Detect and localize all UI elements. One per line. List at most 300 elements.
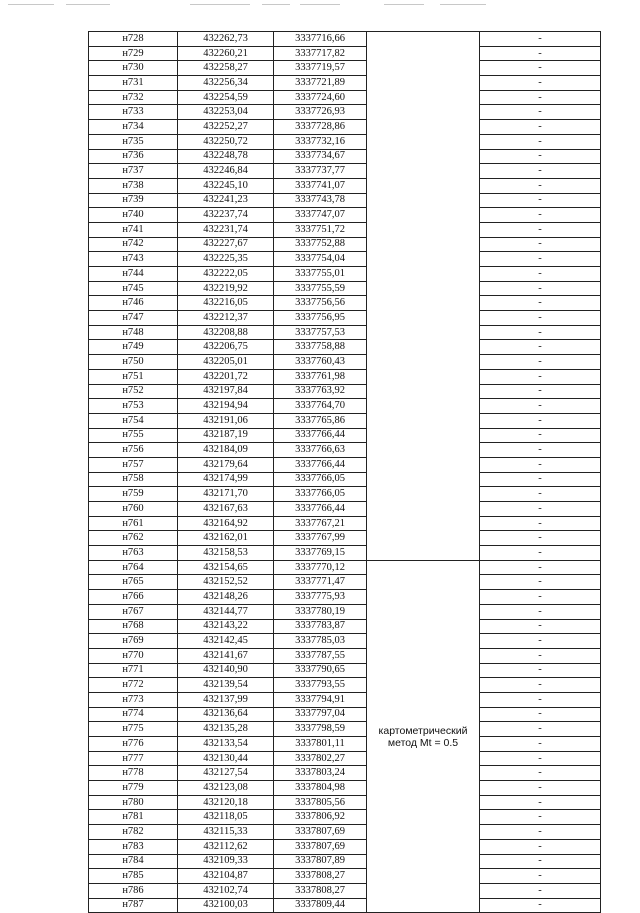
y-coordinate-cell: 3337743,78 <box>274 193 367 208</box>
y-coordinate-cell: 3337761,98 <box>274 369 367 384</box>
note-cell: - <box>480 32 601 47</box>
note-cell: - <box>480 296 601 311</box>
y-coordinate-cell: 3337769,15 <box>274 546 367 561</box>
y-coordinate-cell: 3337790,65 <box>274 663 367 678</box>
table-row <box>89 208 601 223</box>
y-coordinate-cell: 3337802,27 <box>274 751 367 766</box>
note-cell: - <box>480 604 601 619</box>
point-name-cell: н749 <box>89 340 178 355</box>
note-cell: - <box>480 61 601 76</box>
table-row <box>89 399 601 414</box>
note-cell: - <box>480 90 601 105</box>
note-cell: - <box>480 443 601 458</box>
y-coordinate-cell: 3337798,59 <box>274 722 367 737</box>
x-coordinate-cell: 432102,74 <box>178 883 274 898</box>
x-coordinate-cell: 432136,64 <box>178 707 274 722</box>
table-row <box>89 90 601 105</box>
point-name-cell: н780 <box>89 795 178 810</box>
note-cell: - <box>480 134 601 149</box>
x-coordinate-cell: 432250,72 <box>178 134 274 149</box>
point-name-cell: н785 <box>89 869 178 884</box>
table-row <box>89 692 601 707</box>
x-coordinate-cell: 432262,73 <box>178 32 274 47</box>
y-coordinate-cell: 3337765,86 <box>274 413 367 428</box>
y-coordinate-cell: 3337741,07 <box>274 178 367 193</box>
y-coordinate-cell: 3337747,07 <box>274 208 367 223</box>
point-name-cell: н732 <box>89 90 178 105</box>
note-cell: - <box>480 76 601 91</box>
point-name-cell: н752 <box>89 384 178 399</box>
table-row <box>89 457 601 472</box>
point-name-cell: н745 <box>89 281 178 296</box>
table-row <box>89 869 601 884</box>
x-coordinate-cell: 432137,99 <box>178 692 274 707</box>
note-cell: - <box>480 178 601 193</box>
y-coordinate-cell: 3337766,05 <box>274 472 367 487</box>
x-coordinate-cell: 432143,22 <box>178 619 274 634</box>
y-coordinate-cell: 3337794,91 <box>274 692 367 707</box>
y-coordinate-cell: 3337807,89 <box>274 854 367 869</box>
y-coordinate-cell: 3337755,59 <box>274 281 367 296</box>
table-row <box>89 428 601 443</box>
point-name-cell: н753 <box>89 399 178 414</box>
y-coordinate-cell: 3337767,99 <box>274 531 367 546</box>
table-row <box>89 531 601 546</box>
y-coordinate-cell: 3337775,93 <box>274 590 367 605</box>
y-coordinate-cell: 3337734,67 <box>274 149 367 164</box>
y-coordinate-cell: 3337728,86 <box>274 120 367 135</box>
note-cell: - <box>480 648 601 663</box>
y-coordinate-cell: 3337804,98 <box>274 781 367 796</box>
y-coordinate-cell: 3337808,27 <box>274 869 367 884</box>
y-coordinate-cell: 3337785,03 <box>274 634 367 649</box>
table-row <box>89 854 601 869</box>
table-row <box>89 355 601 370</box>
note-cell: - <box>480 149 601 164</box>
point-name-cell: н761 <box>89 516 178 531</box>
note-cell: - <box>480 766 601 781</box>
x-coordinate-cell: 432144,77 <box>178 604 274 619</box>
note-cell: - <box>480 355 601 370</box>
y-coordinate-cell: 3337724,60 <box>274 90 367 105</box>
point-name-cell: н773 <box>89 692 178 707</box>
point-name-cell: н734 <box>89 120 178 135</box>
x-coordinate-cell: 432260,21 <box>178 46 274 61</box>
table-row <box>89 516 601 531</box>
note-cell: - <box>480 457 601 472</box>
table-row <box>89 443 601 458</box>
y-coordinate-cell: 3337803,24 <box>274 766 367 781</box>
table-row <box>89 883 601 898</box>
note-cell: - <box>480 751 601 766</box>
x-coordinate-cell: 432227,67 <box>178 237 274 252</box>
x-coordinate-cell: 432194,94 <box>178 399 274 414</box>
y-coordinate-cell: 3337805,56 <box>274 795 367 810</box>
y-coordinate-cell: 3337783,87 <box>274 619 367 634</box>
x-coordinate-cell: 432216,05 <box>178 296 274 311</box>
table-row <box>89 604 601 619</box>
table-row <box>89 781 601 796</box>
table-row <box>89 252 601 267</box>
x-coordinate-cell: 432174,99 <box>178 472 274 487</box>
x-coordinate-cell: 432154,65 <box>178 560 274 575</box>
y-coordinate-cell: 3337751,72 <box>274 222 367 237</box>
table-row <box>89 663 601 678</box>
table-row <box>89 76 601 91</box>
table-row <box>89 340 601 355</box>
table-row <box>89 590 601 605</box>
table-row <box>89 560 601 575</box>
table-row <box>89 281 601 296</box>
note-cell: - <box>480 722 601 737</box>
x-coordinate-cell: 432104,87 <box>178 869 274 884</box>
table-row <box>89 810 601 825</box>
note-cell: - <box>480 399 601 414</box>
x-coordinate-cell: 432135,28 <box>178 722 274 737</box>
note-cell: - <box>480 663 601 678</box>
x-coordinate-cell: 432158,53 <box>178 546 274 561</box>
y-coordinate-cell: 3337766,63 <box>274 443 367 458</box>
y-coordinate-cell: 3337716,66 <box>274 32 367 47</box>
y-coordinate-cell: 3337793,55 <box>274 678 367 693</box>
y-coordinate-cell: 3337757,53 <box>274 325 367 340</box>
y-coordinate-cell: 3337732,16 <box>274 134 367 149</box>
table-row <box>89 193 601 208</box>
note-cell: - <box>480 120 601 135</box>
point-name-cell: н747 <box>89 311 178 326</box>
note-cell: - <box>480 472 601 487</box>
y-coordinate-cell: 3337752,88 <box>274 237 367 252</box>
y-coordinate-cell: 3337763,92 <box>274 384 367 399</box>
note-cell: - <box>480 692 601 707</box>
x-coordinate-cell: 432252,27 <box>178 120 274 135</box>
y-coordinate-cell: 3337726,93 <box>274 105 367 120</box>
point-name-cell: н748 <box>89 325 178 340</box>
x-coordinate-cell: 432127,54 <box>178 766 274 781</box>
table-row <box>89 751 601 766</box>
table-row <box>89 32 601 47</box>
x-coordinate-cell: 432237,74 <box>178 208 274 223</box>
note-cell: - <box>480 46 601 61</box>
x-coordinate-cell: 432133,54 <box>178 737 274 752</box>
y-coordinate-cell: 3337797,04 <box>274 707 367 722</box>
point-name-cell: н733 <box>89 105 178 120</box>
point-name-cell: н742 <box>89 237 178 252</box>
table-row <box>89 164 601 179</box>
x-coordinate-cell: 432167,63 <box>178 502 274 517</box>
note-cell: - <box>480 193 601 208</box>
y-coordinate-cell: 3337801,11 <box>274 737 367 752</box>
point-name-cell: н741 <box>89 222 178 237</box>
table-row <box>89 502 601 517</box>
note-cell: - <box>480 825 601 840</box>
table-row <box>89 105 601 120</box>
x-coordinate-cell: 432212,37 <box>178 311 274 326</box>
y-coordinate-cell: 3337766,44 <box>274 457 367 472</box>
y-coordinate-cell: 3337717,82 <box>274 46 367 61</box>
point-name-cell: н751 <box>89 369 178 384</box>
table-row <box>89 325 601 340</box>
point-name-cell: н754 <box>89 413 178 428</box>
point-name-cell: н770 <box>89 648 178 663</box>
note-cell: - <box>480 164 601 179</box>
x-coordinate-cell: 432115,33 <box>178 825 274 840</box>
point-name-cell: н759 <box>89 487 178 502</box>
note-cell: - <box>480 707 601 722</box>
point-name-cell: н765 <box>89 575 178 590</box>
table-row <box>89 766 601 781</box>
point-name-cell: н756 <box>89 443 178 458</box>
x-coordinate-cell: 432141,67 <box>178 648 274 663</box>
x-coordinate-cell: 432246,84 <box>178 164 274 179</box>
note-cell: - <box>480 281 601 296</box>
table-row <box>89 369 601 384</box>
method-line-2: метод Mt = 0.5 <box>387 736 459 749</box>
note-cell: - <box>480 619 601 634</box>
x-coordinate-cell: 432100,03 <box>178 898 274 913</box>
y-coordinate-cell: 3337737,77 <box>274 164 367 179</box>
table-row <box>89 413 601 428</box>
point-name-cell: н740 <box>89 208 178 223</box>
point-name-cell: н737 <box>89 164 178 179</box>
y-coordinate-cell: 3337770,12 <box>274 560 367 575</box>
y-coordinate-cell: 3337766,44 <box>274 428 367 443</box>
note-cell: - <box>480 208 601 223</box>
method-cell <box>367 32 480 561</box>
point-name-cell: н787 <box>89 898 178 913</box>
table-row <box>89 707 601 722</box>
note-cell: - <box>480 546 601 561</box>
note-cell: - <box>480 428 601 443</box>
x-coordinate-cell: 432254,59 <box>178 90 274 105</box>
note-cell: - <box>480 737 601 752</box>
note-cell: - <box>480 413 601 428</box>
point-name-cell: н736 <box>89 149 178 164</box>
page-top-edge <box>0 0 640 10</box>
note-cell: - <box>480 869 601 884</box>
y-coordinate-cell: 3337808,27 <box>274 883 367 898</box>
coordinates-table-body <box>89 32 601 913</box>
note-cell: - <box>480 105 601 120</box>
table-row <box>89 149 601 164</box>
x-coordinate-cell: 432120,18 <box>178 795 274 810</box>
x-coordinate-cell: 432241,23 <box>178 193 274 208</box>
table-row <box>89 737 601 752</box>
x-coordinate-cell: 432225,35 <box>178 252 274 267</box>
y-coordinate-cell: 3337754,04 <box>274 252 367 267</box>
point-name-cell: н743 <box>89 252 178 267</box>
note-cell: - <box>480 237 601 252</box>
point-name-cell: н768 <box>89 619 178 634</box>
x-coordinate-cell: 432187,19 <box>178 428 274 443</box>
note-cell: - <box>480 839 601 854</box>
point-name-cell: н771 <box>89 663 178 678</box>
note-cell: - <box>480 781 601 796</box>
method-cell <box>367 560 480 913</box>
point-name-cell: н776 <box>89 737 178 752</box>
y-coordinate-cell: 3337721,89 <box>274 76 367 91</box>
x-coordinate-cell: 432184,09 <box>178 443 274 458</box>
x-coordinate-cell: 432148,26 <box>178 590 274 605</box>
x-coordinate-cell: 432112,62 <box>178 839 274 854</box>
y-coordinate-cell: 3337780,19 <box>274 604 367 619</box>
point-name-cell: н755 <box>89 428 178 443</box>
method-line-1: картометрический <box>378 724 468 737</box>
table-row <box>89 634 601 649</box>
x-coordinate-cell: 432219,92 <box>178 281 274 296</box>
x-coordinate-cell: 432258,27 <box>178 61 274 76</box>
point-name-cell: н778 <box>89 766 178 781</box>
note-cell: - <box>480 369 601 384</box>
note-cell: - <box>480 267 601 282</box>
point-name-cell: н781 <box>89 810 178 825</box>
y-coordinate-cell: 3337758,88 <box>274 340 367 355</box>
x-coordinate-cell: 432206,75 <box>178 340 274 355</box>
note-cell: - <box>480 311 601 326</box>
table-row <box>89 222 601 237</box>
point-name-cell: н764 <box>89 560 178 575</box>
y-coordinate-cell: 3337764,70 <box>274 399 367 414</box>
table-row <box>89 237 601 252</box>
x-coordinate-cell: 432208,88 <box>178 325 274 340</box>
point-name-cell: н784 <box>89 854 178 869</box>
x-coordinate-cell: 432197,84 <box>178 384 274 399</box>
y-coordinate-cell: 3337760,43 <box>274 355 367 370</box>
table-row <box>89 134 601 149</box>
x-coordinate-cell: 432171,70 <box>178 487 274 502</box>
x-coordinate-cell: 432164,92 <box>178 516 274 531</box>
point-name-cell: н774 <box>89 707 178 722</box>
note-cell: - <box>480 854 601 869</box>
table-row <box>89 46 601 61</box>
note-cell: - <box>480 678 601 693</box>
point-name-cell: н783 <box>89 839 178 854</box>
note-cell: - <box>480 487 601 502</box>
note-cell: - <box>480 634 601 649</box>
point-name-cell: н762 <box>89 531 178 546</box>
x-coordinate-cell: 432253,04 <box>178 105 274 120</box>
table-row <box>89 795 601 810</box>
table-row <box>89 825 601 840</box>
y-coordinate-cell: 3337771,47 <box>274 575 367 590</box>
x-coordinate-cell: 432162,01 <box>178 531 274 546</box>
point-name-cell: н744 <box>89 267 178 282</box>
y-coordinate-cell: 3337787,55 <box>274 648 367 663</box>
note-cell: - <box>480 883 601 898</box>
table-row <box>89 546 601 561</box>
point-name-cell: н750 <box>89 355 178 370</box>
y-coordinate-cell: 3337806,92 <box>274 810 367 825</box>
y-coordinate-cell: 3337756,95 <box>274 311 367 326</box>
point-name-cell: н735 <box>89 134 178 149</box>
point-name-cell: н782 <box>89 825 178 840</box>
note-cell: - <box>480 575 601 590</box>
x-coordinate-cell: 432222,05 <box>178 267 274 282</box>
x-coordinate-cell: 432123,08 <box>178 781 274 796</box>
point-name-cell: н746 <box>89 296 178 311</box>
x-coordinate-cell: 432248,78 <box>178 149 274 164</box>
point-name-cell: н757 <box>89 457 178 472</box>
point-name-cell: н769 <box>89 634 178 649</box>
x-coordinate-cell: 432179,64 <box>178 457 274 472</box>
point-name-cell: н730 <box>89 61 178 76</box>
x-coordinate-cell: 432205,01 <box>178 355 274 370</box>
y-coordinate-cell: 3337719,57 <box>274 61 367 76</box>
x-coordinate-cell: 432130,44 <box>178 751 274 766</box>
note-cell: - <box>480 795 601 810</box>
note-cell: - <box>480 384 601 399</box>
x-coordinate-cell: 432256,34 <box>178 76 274 91</box>
note-cell: - <box>480 502 601 517</box>
point-name-cell: н728 <box>89 32 178 47</box>
point-name-cell: н731 <box>89 76 178 91</box>
x-coordinate-cell: 432191,06 <box>178 413 274 428</box>
table-row <box>89 487 601 502</box>
y-coordinate-cell: 3337809,44 <box>274 898 367 913</box>
x-coordinate-cell: 432140,90 <box>178 663 274 678</box>
table-row <box>89 648 601 663</box>
point-name-cell: н786 <box>89 883 178 898</box>
x-coordinate-cell: 432201,72 <box>178 369 274 384</box>
y-coordinate-cell: 3337807,69 <box>274 825 367 840</box>
table-row <box>89 296 601 311</box>
table-row <box>89 311 601 326</box>
table-row <box>89 678 601 693</box>
x-coordinate-cell: 432152,52 <box>178 575 274 590</box>
table-row <box>89 61 601 76</box>
table-row <box>89 120 601 135</box>
point-name-cell: н767 <box>89 604 178 619</box>
x-coordinate-cell: 432231,74 <box>178 222 274 237</box>
point-name-cell: н777 <box>89 751 178 766</box>
table-row <box>89 267 601 282</box>
table-row <box>89 619 601 634</box>
point-name-cell: н760 <box>89 502 178 517</box>
table-row <box>89 472 601 487</box>
point-name-cell: н766 <box>89 590 178 605</box>
coordinates-table <box>88 31 601 913</box>
x-coordinate-cell: 432142,45 <box>178 634 274 649</box>
note-cell: - <box>480 590 601 605</box>
point-name-cell: н779 <box>89 781 178 796</box>
note-cell: - <box>480 810 601 825</box>
y-coordinate-cell: 3337807,69 <box>274 839 367 854</box>
y-coordinate-cell: 3337766,44 <box>274 502 367 517</box>
note-cell: - <box>480 252 601 267</box>
table-row <box>89 722 601 737</box>
x-coordinate-cell: 432118,05 <box>178 810 274 825</box>
table-row <box>89 839 601 854</box>
x-coordinate-cell: 432245,10 <box>178 178 274 193</box>
table-row <box>89 178 601 193</box>
note-cell: - <box>480 222 601 237</box>
y-coordinate-cell: 3337766,05 <box>274 487 367 502</box>
note-cell: - <box>480 325 601 340</box>
point-name-cell: н758 <box>89 472 178 487</box>
x-coordinate-cell: 432109,33 <box>178 854 274 869</box>
note-cell: - <box>480 531 601 546</box>
table-row <box>89 575 601 590</box>
y-coordinate-cell: 3337767,21 <box>274 516 367 531</box>
y-coordinate-cell: 3337755,01 <box>274 267 367 282</box>
y-coordinate-cell: 3337756,56 <box>274 296 367 311</box>
point-name-cell: н738 <box>89 178 178 193</box>
point-name-cell: н729 <box>89 46 178 61</box>
point-name-cell: н772 <box>89 678 178 693</box>
point-name-cell: н775 <box>89 722 178 737</box>
note-cell: - <box>480 898 601 913</box>
note-cell: - <box>480 340 601 355</box>
